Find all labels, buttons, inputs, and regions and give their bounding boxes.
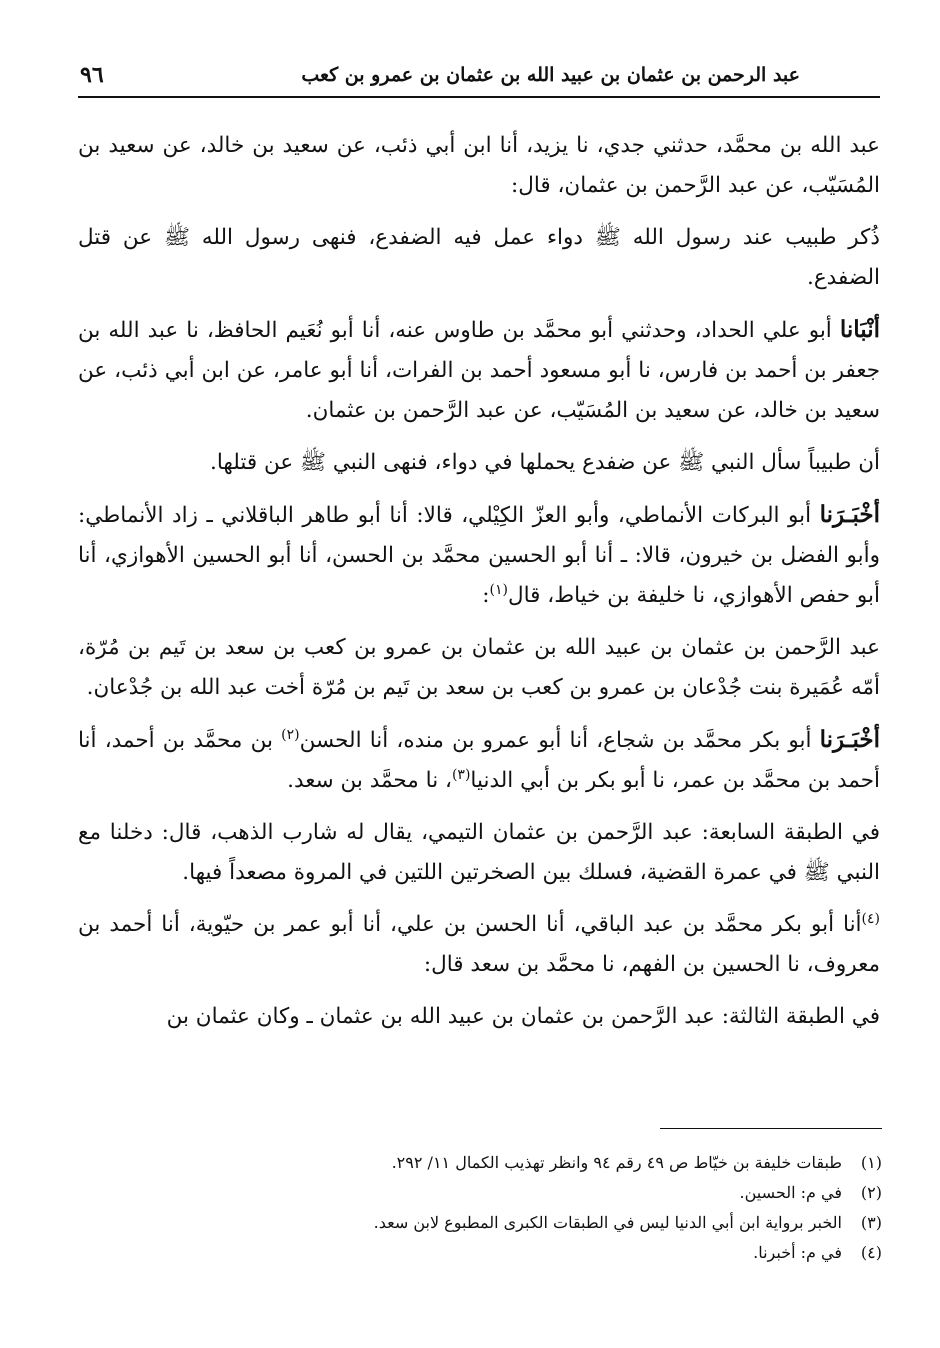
header-rule <box>78 96 880 98</box>
footnote-4 <box>78 1238 882 1268</box>
paragraph-8 <box>78 813 880 893</box>
paragraph-1 <box>78 126 880 206</box>
footnote-1 <box>78 1148 882 1178</box>
footnote-ref-2[interactable]: (٢) <box>281 726 300 743</box>
paragraph-6 <box>78 628 880 708</box>
paragraph-tail: : <box>482 583 490 608</box>
paragraph-2 <box>78 218 880 298</box>
paragraph-text: عبد الله بن محمَّد، حدثني جدي، نا يزيد، أنا ابن أبي ذئب، عن سعيد بن خالد، عن سعيد بن المُسَيّب، عن عبد الرَّحمن بن عثمان، قال: <box>78 133 880 198</box>
running-title: عبد الرحمن بن عثمان بن عبيد الله بن عثمان بن عمرو بن كعب <box>301 64 800 86</box>
chain-lead-word: أنْبَانا <box>839 316 880 343</box>
paragraph-tail: بن محمَّد بن أحمد، أنا أحمد بن محمَّد بن عمر، نا أبو بكر بن أبي الدنيا <box>78 728 880 793</box>
paragraph-text: أن طبيباً سأل النبي ﷺ عن ضفدع يحملها في دواء، فنهى النبي ﷺ عن قتلها. <box>210 450 880 475</box>
paragraph-text: أنا أبو بكر محمَّد بن عبد الباقي، أنا الحسن بن علي، أنا أبو عمر بن حيّوية، أنا أحمد بن معروف، نا الحسين بن الفهم، نا محمَّد بن سعد قال: <box>78 912 880 977</box>
footnotes <box>78 1148 882 1268</box>
footnote-ref-3[interactable]: (٣) <box>451 766 471 783</box>
paragraph-text: ذُكر طبيب عند رسول الله ﷺ دواء عمل فيه الضفدع، فنهى رسول الله ﷺ عن قتل الضفدع. <box>78 225 880 290</box>
paragraph-text: في الطبقة الثالثة: عبد الرَّحمن بن عثمان بن عبيد الله بن عثمان ـ وكان عثمان بن <box>166 1004 880 1029</box>
paragraph-text: أبو علي الحداد، وحدثني أبو محمَّد بن طاوس عنه، أنا أبو نُعَيم الحافظ، نا عبد الله بن جعفر بن أحمد بن فارس، نا أبو مسعود أحمد بن الفرات، أنا أبو عامر، عن ابن أبي ذئب، عن سعيد بن خالد، عن سعيد بن المُسَيّب، عن عبد الرَّحمن بن عثمان. <box>78 318 880 423</box>
paragraph-text: عبد الرَّحمن بن عثمان بن عبيد الله بن عثمان بن عمرو بن كعب بن سعد بن تَيم بن مُرّة، أمّه عُمَيرة بنت جُدْعان بن عمرو بن كعب بن سعد بن تَيم بن مُرّة أخت عبد الله بن جُدْعان. <box>78 635 880 700</box>
running-header <box>78 58 880 98</box>
footnote-ref-4[interactable]: (٤) <box>861 910 880 927</box>
footnote-text: في م: الحسين. <box>739 1183 842 1202</box>
main-text <box>78 126 880 1049</box>
footnote-text: طبقات خليفة بن خيّاط ص ٤٩ رقم ٩٤ وانظر تهذيب الكمال ١١/ ٢٩٢. <box>391 1153 842 1172</box>
paragraph-tail: ، نا محمَّد بن سعد. <box>287 768 452 793</box>
footnote-2 <box>78 1178 882 1208</box>
footnote-text: الخبر برواية ابن أبي الدنيا ليس في الطبقات الكبرى المطبوع لابن سعد. <box>373 1213 842 1232</box>
chain-lead-word: أخْبَـرَنا <box>819 726 880 753</box>
paragraph-10 <box>78 997 880 1037</box>
paragraph-text: أبو البركات الأنماطي، وأبو العزّ الكِيْلي، قالا: أنا أبو طاهر الباقلاني ـ زاد الأنماطي: وأبو الفضل بن خيرون، قالا: ـ أنا أبو الحسين محمَّد بن الحسن، أنا أبو الحسين الأهوازي، أنا أبو حفص الأهوازي، نا خليفة بن خياط، قال <box>78 503 880 608</box>
footnote-ref-1[interactable]: (١) <box>489 581 508 598</box>
footnote-separator <box>660 1128 882 1129</box>
paragraph-4 <box>78 443 880 483</box>
paragraph-text: في الطبقة السابعة: عبد الرَّحمن بن عثمان التيمي، يقال له شارب الذهب، قال: دخلنا مع النبي ﷺ في عمرة القضية، فسلك بين الصخرتين اللتين في المروة مصعداً فيها. <box>78 820 880 885</box>
paragraph-3 <box>78 310 880 431</box>
paragraph-7 <box>78 720 880 801</box>
chain-lead-word: أخْبَـرَنا <box>819 501 880 528</box>
page-number: ٩٦ <box>80 62 104 88</box>
paragraph-5 <box>78 495 880 616</box>
footnote-text: في م: أخبرنا. <box>753 1243 842 1262</box>
footnote-number: (١) <box>860 1153 882 1172</box>
footnote-3 <box>78 1208 882 1238</box>
footnote-number: (٢) <box>860 1183 882 1202</box>
paragraph-text: أبو بكر محمَّد بن شجاع، أنا أبو عمرو بن منده، أنا الحسن <box>299 728 820 753</box>
footnote-number: (٤) <box>860 1243 882 1262</box>
paragraph-9 <box>78 905 880 985</box>
footnote-number: (٣) <box>860 1213 882 1232</box>
